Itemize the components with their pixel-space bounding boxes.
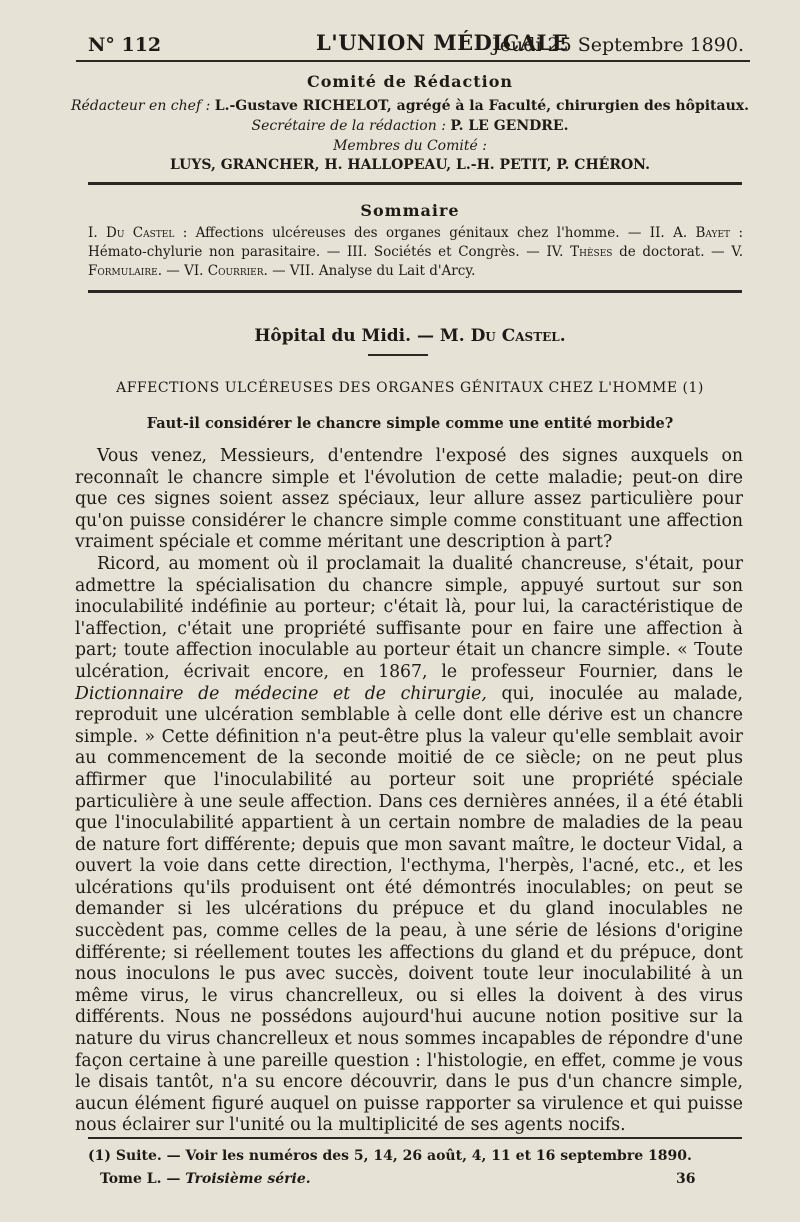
issue-number: N° 112 [88, 34, 162, 56]
sommaire-contents [88, 224, 743, 281]
editor-line [70, 98, 750, 114]
header-rule [76, 60, 750, 62]
members-label: Membres du Comité : [333, 138, 487, 154]
committee-rule [88, 182, 742, 185]
page-header [88, 30, 744, 62]
article-body [75, 446, 743, 1137]
source-dash: — [416, 326, 434, 346]
toc-item-6-label: — VI. Courrier. [166, 263, 268, 279]
page-number: 36 [676, 1171, 696, 1187]
toc-item-1-text: : Affections ulcéreuses des organes génitaux chez l'homme. — [182, 225, 642, 241]
paragraph-2-start: Ricord, au moment où il proclamait la dualité chancreuse, s'était, pour admettre la spécialisation du chancre simple, appuyé surtout sur son inoculabilité indéfinie au porteur; c'était là, pour lui, la caractéristique de l'affection, c'était une propriété suffisante pour en faire une affection à part; toute affection inoculable au porteur était un chancre simple. « Toute ulcération, écrivait encore, en 1867, le professeur Fournier, dans le [75, 553, 743, 682]
footnote: (1) Suite. — Voir les numéros des 5, 14, 26 août, 4, 11 et 16 septembre 1890. [88, 1148, 692, 1164]
secretary-name: P. LE GENDRE. [450, 118, 569, 134]
committee-title: Comité de Rédaction [306, 72, 514, 91]
toc-item-5-label: V. Formulaire. [88, 244, 743, 279]
toc-item-4-text: de doctorat. — [619, 244, 725, 260]
volume-line [100, 1171, 311, 1187]
journal-title: L'UNION MÉDICALE [316, 30, 569, 55]
author-prefix: M. [439, 326, 465, 346]
footnote-rule [88, 1137, 742, 1139]
sommaire-title: Sommaire [360, 201, 460, 220]
secretary-label: Secrétaire de la rédaction : [251, 118, 446, 134]
sommaire-rule [88, 290, 742, 293]
article-subheading: Faut-il considérer le chancre simple comme une entité morbide? [146, 415, 674, 432]
author-name: Du Castel. [470, 326, 566, 346]
article-source [70, 326, 750, 346]
title-divider [368, 354, 428, 356]
toc-item-1-author: I. Du Castel [88, 225, 175, 241]
toc-item-2-num: II. [649, 225, 665, 241]
paragraph-1: Vous venez, Messieurs, d'entendre l'exposé des signes auxquels on reconnaît le chancre simple et l'évolution de cette maladie; peut-on dire que ces signes soient assez spéciaux, leur allure assez particulière pour qu'on puisse considérer le chancre simple comme constituant une affection vraiment spéciale et comme méritant une description à part? [75, 446, 743, 553]
tome-label: Tome L. — [100, 1171, 181, 1187]
members-list: LUYS, GRANCHER, H. HALLOPEAU, L.-H. PETIT, P. CHÉRON. [170, 157, 650, 173]
paragraph-2-end: qui, inoculée au malade, reproduit une ulcération semblable à celle dont elle dérive est un chancre simple. » Cette définition n'a peut-être plus la valeur qu'elle semblait avoir au commencement de la seconde moitié de ce siècle; on ne peut plus affirmer que l'inoculabilité au porteur soit une propriété spéciale particulière à une seule affection. Dans ces dernières années, il a été établi que l'inoculabilité appartient à un certain nombre de maladies de la peau de nature fort différente; depuis que mon savant maître, le docteur Vidal, a ouvert la voie dans cette direction, l'ecthyma, l'herpès, l'acné, etc., et les ulcérations qu'ils produisent ont été démontrés inoculables; on peut se demander si les ulcérations du prépuce et du gland inoculables ne succèdent pas, comme celles de la peau, à une série de lésions d'origine différente; si réellement toutes les affections du gland et du prépuce, dont nous inoculons le pus avec succès, doivent toute leur inoculabilité à un même virus, le virus chancrelleux, ou si elles la doivent à des virus différents. Nous ne possédons aujourd'hui aucune notion positive sur la nature du virus chancrelleux et nous sommes incapables de répondre d'une façon certaine à une pareille question : l'histologie, en effet, comme je vous le disais tantôt, n'a su encore découvrir, dans le pus d'un chancre simple, aucun élément figuré auquel on puisse rapporter sa virulence et qui puisse nous éclairer sur l'unité ou la multiplicité de ses agents nocifs. [75, 683, 744, 1136]
article-heading: AFFECTIONS ULCÉREUSES DES ORGANES GÉNITAUX CHEZ L'HOMME (1) [116, 380, 704, 396]
toc-item-7-text: — VII. Analyse du Lait d'Arcy. [272, 263, 476, 279]
editor-name: L.-Gustave RICHELOT, agrégé à la Faculté, chirurgien des hôpitaux. [214, 98, 749, 114]
dictionary-title: Dictionnaire de médecine et de chirurgie, [75, 683, 487, 704]
toc-item-2-author: A. Bayet [673, 225, 731, 241]
series-label: Troisième série. [185, 1171, 311, 1187]
editor-label: Rédacteur en chef : [71, 98, 211, 114]
toc-item-2-text: : Hémato-chylurie non parasitaire. — III. Sociétés et Congrès. — IV. [88, 225, 743, 260]
issue-date: Jeudi 25 Septembre 1890. [492, 34, 744, 56]
paragraph-2 [75, 554, 743, 1137]
hospital-name: Hôpital du Midi. [254, 326, 412, 346]
toc-item-4-label: Thèses [570, 244, 613, 260]
secretary-line [70, 118, 750, 134]
